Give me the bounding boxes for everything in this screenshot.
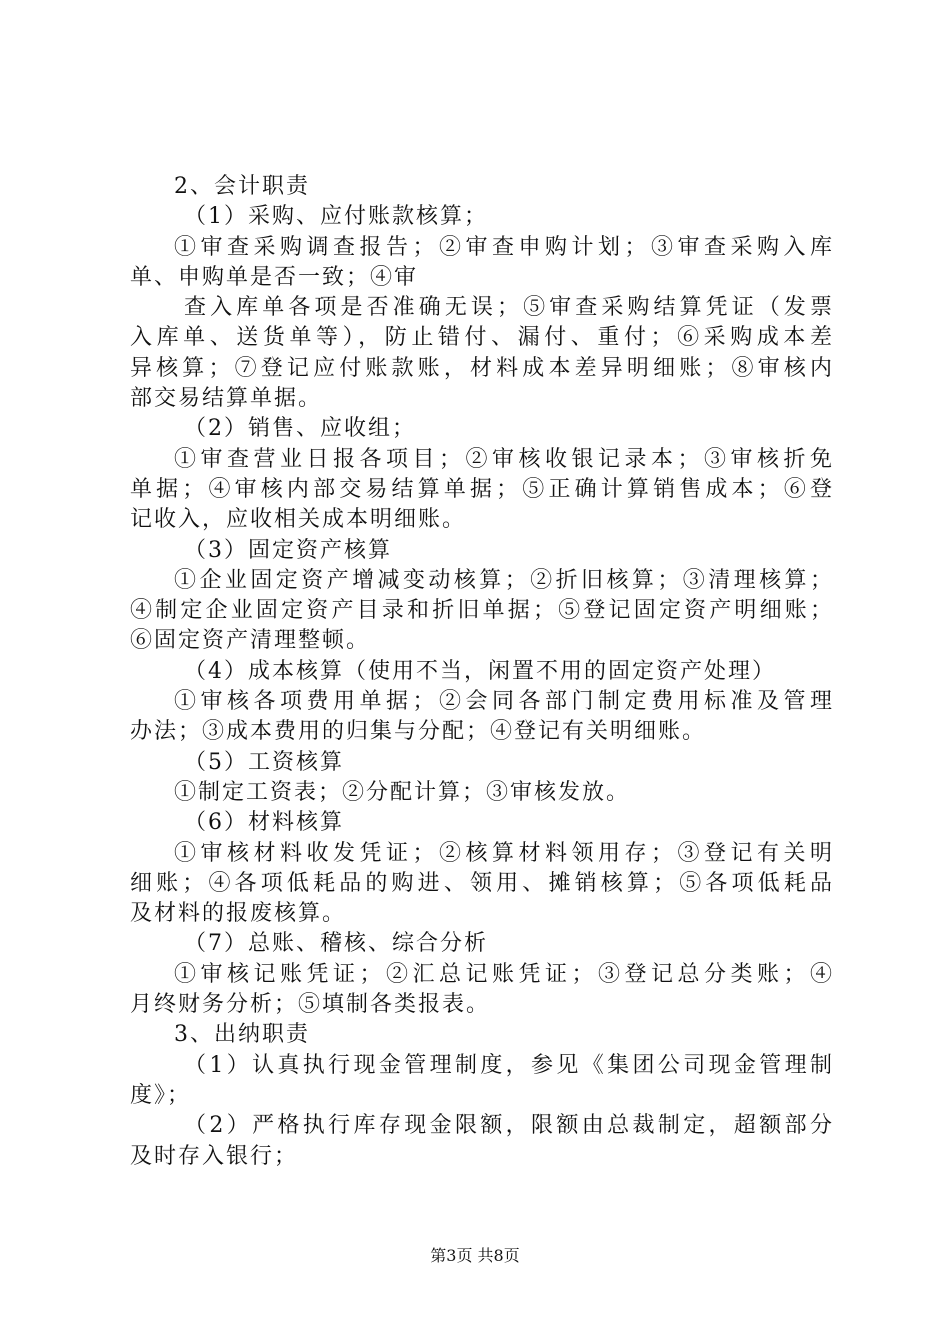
paragraph-line: 异核算；⑦登记应付账款账，材料成本差异明细账；⑧审核内 [130,355,832,381]
paragraph-line: ①制定工资表；②分配计算；③审核发放。 [174,779,631,805]
subsection-heading: （5）工资核算 [184,749,344,775]
paragraph-line: ①审查采购调查报告；②审查申购计划；③审查采购入库 [174,234,832,260]
paragraph-line: 办法；③成本费用的归集与分配；④登记有关明细账。 [130,719,707,745]
paragraph-line: ①审核各项费用单据；②会同各部门制定费用标准及管理 [174,689,832,715]
paragraph-line: 记收入，应收相关成本明细账。 [130,507,467,533]
paragraph-line: 度》； [130,1082,192,1108]
paragraph-line: 月终财务分析；⑤填制各类报表。 [130,992,491,1018]
subsection-heading: （1）采购、应付账款核算； [184,204,488,230]
paragraph-line: 部交易结算单据。 [130,386,323,412]
paragraph-line: ⑥固定资产清理整顿。 [130,628,371,654]
paragraph-line: ①审核记账凭证；②汇总记账凭证；③登记总分类账；④ [174,961,832,987]
paragraph-line: 单据；④审核内部交易结算单据；⑤正确计算销售成本；⑥登 [130,476,832,502]
subsection-heading: （6）材料核算 [184,810,344,836]
section-heading: 2、会计职责 [174,174,310,199]
section-heading: 3、出纳职责 [174,1022,310,1048]
paragraph-line: （2）严格执行库存现金限额，限额由总裁制定，超额部分 [184,1113,832,1139]
paragraph-line: 及材料的报废核算。 [130,901,347,927]
document-body [130,172,832,1172]
subsection-heading: （2）销售、应收组； [184,416,416,442]
paragraph-line: （1）认真执行现金管理制度，参见《集团公司现金管理制 [184,1052,832,1078]
paragraph-line: 入库单、送货单等），防止错付、漏付、重付；⑥采购成本差 [130,325,832,351]
paragraph-line: 单、申购单是否一致；④审 [130,264,419,290]
paragraph-line: 细账；④各项低耗品的购进、领用、摊销核算；⑤各项低耗品 [130,870,832,896]
paragraph-line: ④制定企业固定资产目录和折旧单据；⑤登记固定资产明细账； [130,598,832,624]
subsection-heading: （3）固定资产核算 [184,537,392,563]
subsection-heading: （4）成本核算（使用不当，闲置不用的固定资产处理） [184,658,776,684]
paragraph-line: 及时存入银行； [130,1143,299,1169]
paragraph-line: ①审查营业日报各项目；②审核收银记录本；③审核折免 [174,446,832,472]
paragraph-line: ①审核材料收发凭证；②核算材料领用存；③登记有关明 [174,840,832,866]
page-number: 第3页 共8页 [430,1246,520,1265]
subsection-heading: （7）总账、稽核、综合分析 [184,931,488,957]
paragraph-line: ①企业固定资产增减变动核算；②折旧核算；③清理核算； [174,567,832,593]
paragraph-line: 查入库单各项是否准确无误；⑤审查采购结算凭证（发票 [184,295,832,321]
